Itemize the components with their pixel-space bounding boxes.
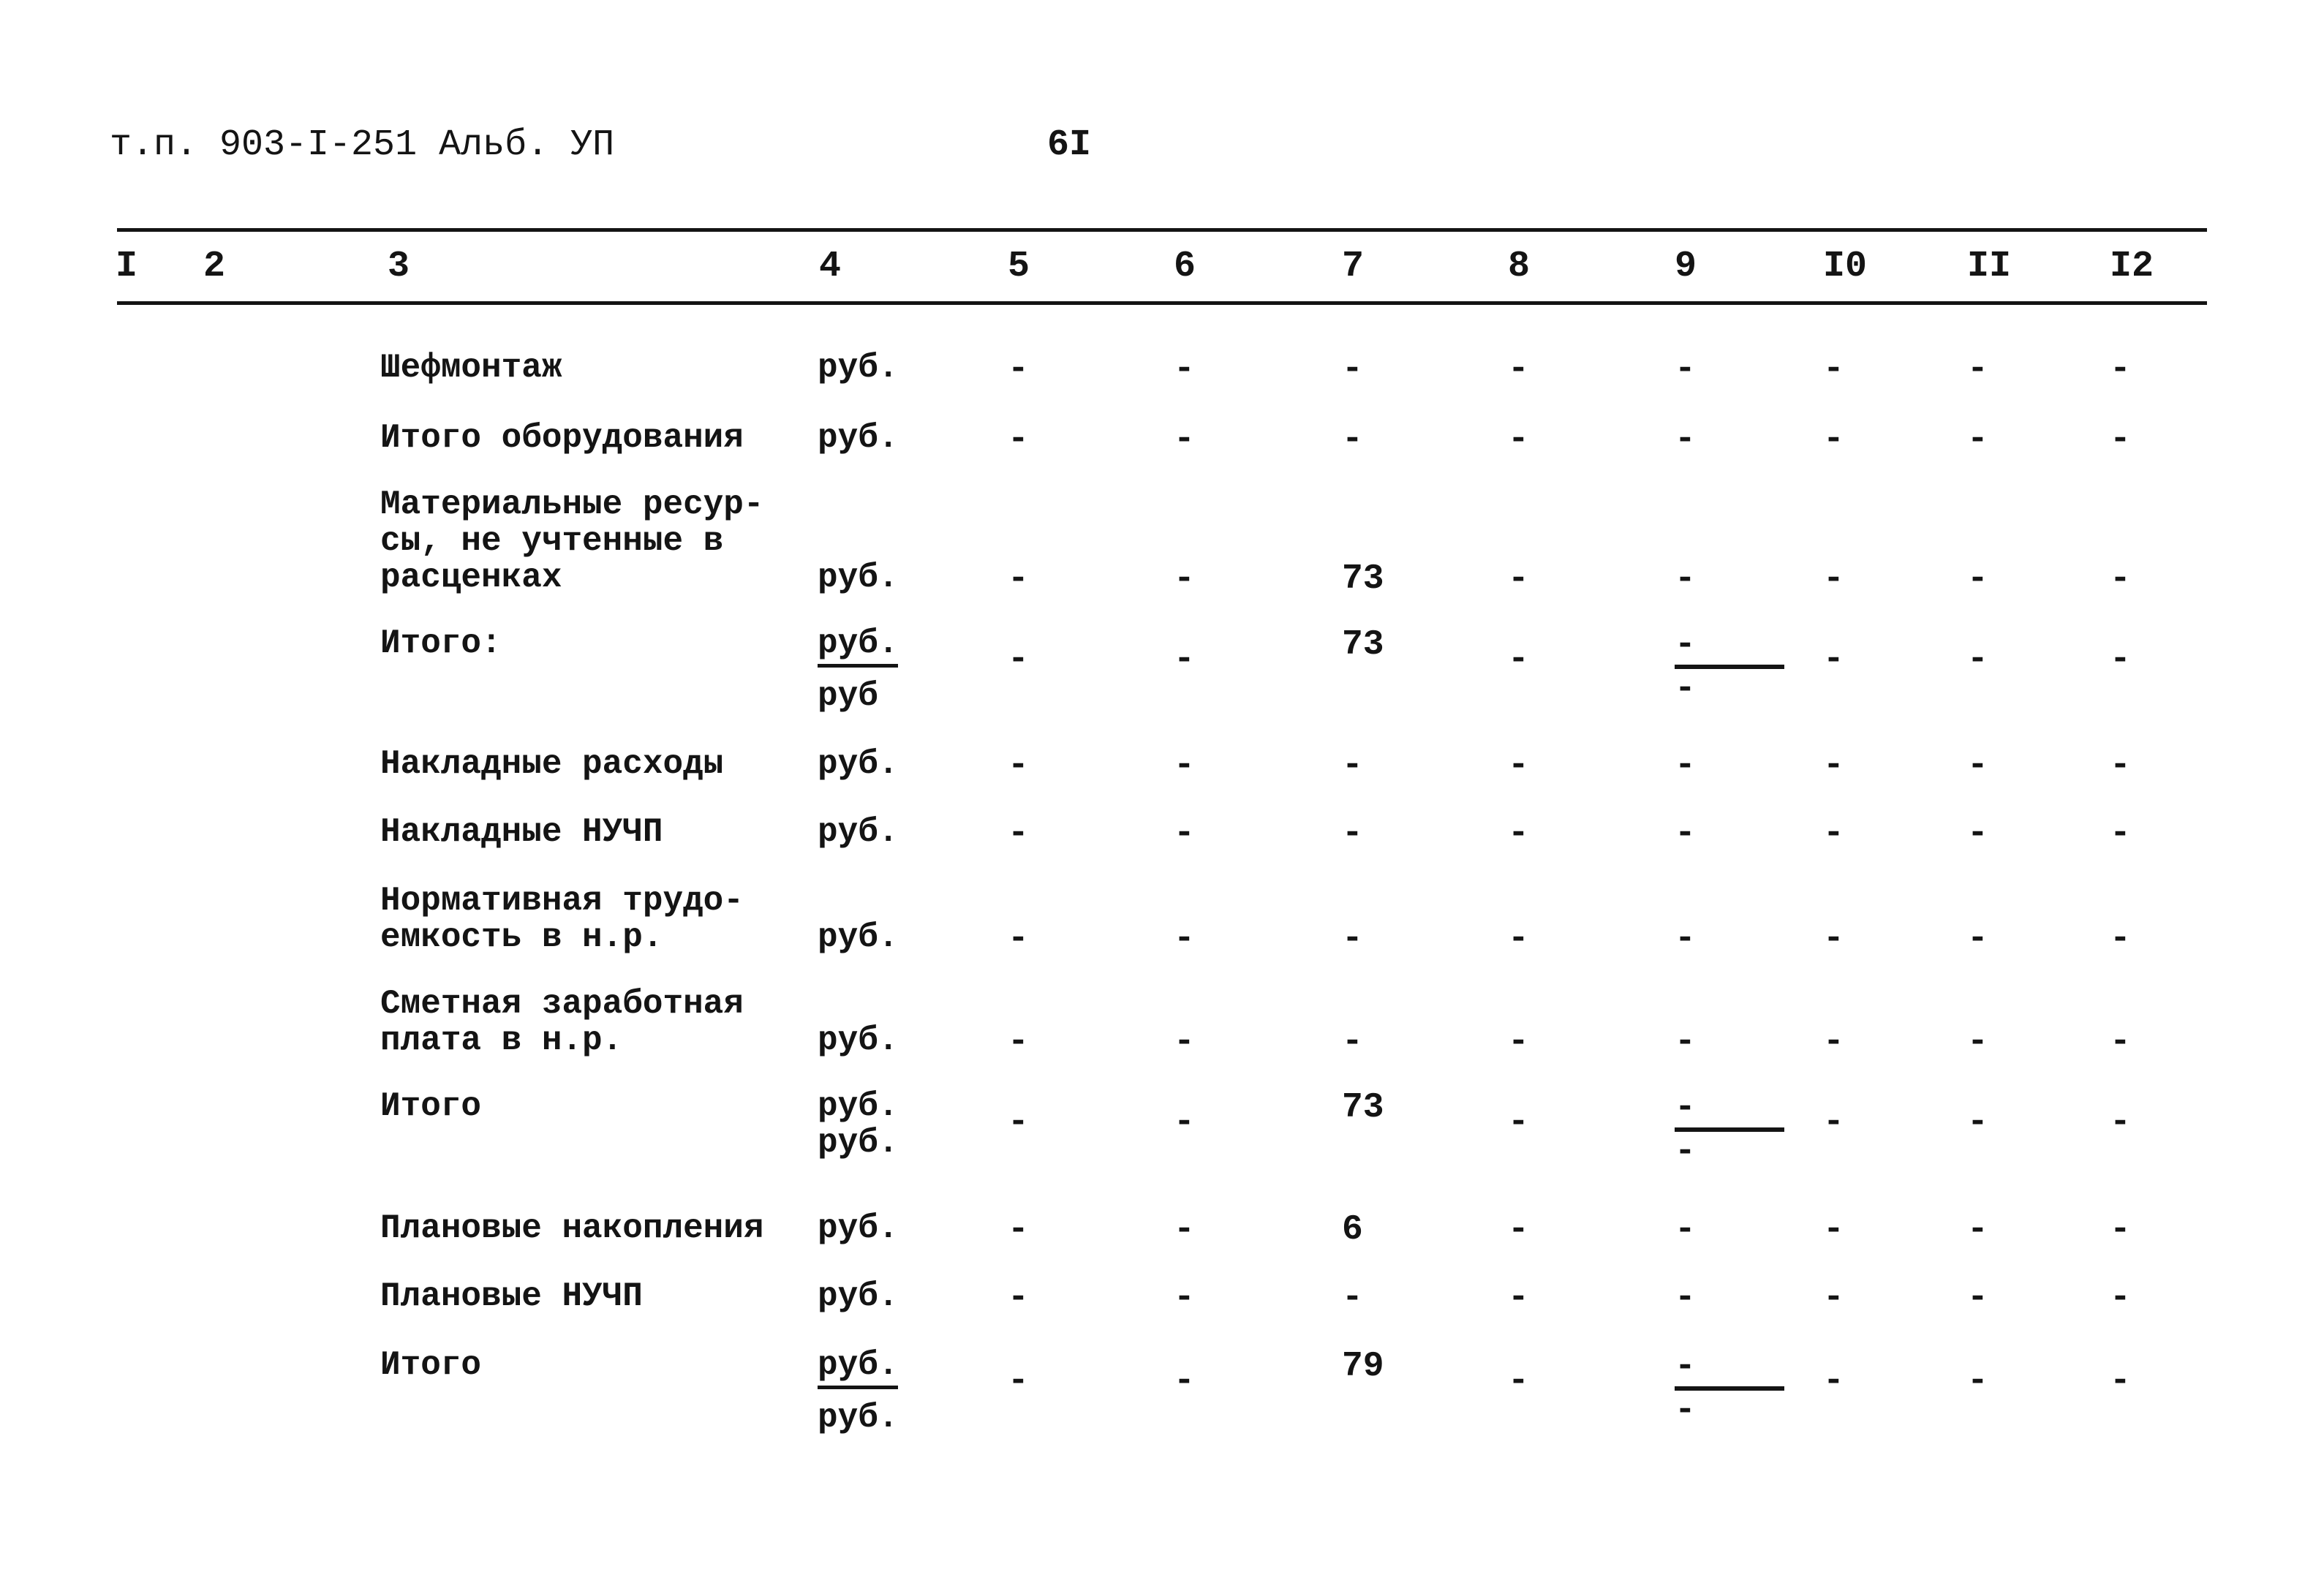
row-label: Итого — [380, 1087, 482, 1125]
row-label: Нормативная трудо- емкость в н.р. — [380, 882, 744, 956]
value-cell: - — [1967, 420, 1988, 459]
value-cell: 6 — [1342, 1210, 1363, 1250]
row-label: Итого — [380, 1346, 482, 1384]
row-label: Материальные ресур- сы, не учтенные в расценках — [380, 485, 764, 597]
column-number: I2 — [2110, 246, 2154, 287]
column-number: 5 — [1008, 246, 1030, 287]
value-cell: - — [1967, 1210, 1988, 1250]
value-cell: - — [1174, 420, 1195, 459]
value-cell: 73 — [1342, 1088, 1384, 1127]
unit-cell — [818, 1210, 898, 1247]
unit-cell — [818, 1022, 898, 1059]
row-label: Накладные расходы — [380, 745, 724, 783]
value-cell: - — [1508, 559, 1529, 599]
value-cell: - — [1508, 640, 1529, 679]
unit-text: руб. — [818, 349, 899, 387]
value-cell: - - — [1675, 1347, 1762, 1430]
value-cell: - — [1174, 746, 1195, 785]
value-cell: - — [1823, 420, 1844, 459]
unit-text: руб. — [818, 1209, 899, 1247]
value-cell: - — [1508, 919, 1529, 959]
value-cell: 73 — [1342, 559, 1384, 599]
unit-text: руб. — [818, 1346, 898, 1389]
value-cell: - — [1508, 1210, 1529, 1250]
unit-text: руб. — [818, 1021, 899, 1059]
value-cell: - — [1508, 349, 1529, 389]
value-cell: - — [1008, 1022, 1029, 1062]
value-cell: - — [1008, 559, 1029, 599]
value-cell: - — [2110, 349, 2131, 389]
column-number: 3 — [388, 246, 410, 287]
value-cell: - — [1508, 1103, 1529, 1142]
value-cell: - — [1174, 1210, 1195, 1250]
unit-cell — [818, 349, 898, 386]
value-cell: - — [1342, 420, 1363, 459]
column-number: I — [116, 246, 138, 287]
unit-text-denominator: руб. — [818, 1124, 899, 1162]
value-cell: - — [1342, 746, 1363, 785]
value-cell: - — [1508, 1361, 1529, 1401]
row-label: Плановые накопления — [380, 1209, 764, 1247]
value-cell: - — [1508, 814, 1529, 853]
value-cell: - — [1342, 1278, 1363, 1318]
value-cell: - — [1967, 349, 1988, 389]
unit-text: руб. — [818, 745, 899, 783]
value-cell: - — [1008, 1103, 1029, 1142]
value-cell: - — [1675, 1210, 1696, 1250]
value-cell: - — [2110, 1022, 2131, 1062]
unit-cell — [818, 559, 898, 596]
value-cell: - — [1967, 1022, 1988, 1062]
value-cell: - — [2110, 1278, 2131, 1318]
value-cell: - — [1823, 1278, 1844, 1318]
value-cell: - — [1823, 746, 1844, 785]
column-number: 2 — [203, 246, 226, 287]
value-cell: - — [1008, 1278, 1029, 1318]
value-cell: - — [2110, 1361, 2131, 1401]
value-cell: - — [1008, 640, 1029, 679]
value-cell: 79 — [1342, 1347, 1384, 1386]
value-cell: - — [1675, 814, 1696, 853]
value-cell: - — [1967, 814, 1988, 853]
unit-text: руб. — [818, 813, 899, 851]
value-cell: - — [1675, 559, 1696, 599]
value-cell: - — [1823, 349, 1844, 389]
value-cell: - — [1675, 1278, 1696, 1318]
value-cell: - — [1174, 349, 1195, 389]
value-cell: - — [1008, 1361, 1029, 1401]
value-cell: - — [1967, 746, 1988, 785]
column-number: 7 — [1342, 246, 1365, 287]
unit-text-denominator: руб — [818, 677, 878, 715]
value-cell: - — [1967, 1278, 1988, 1318]
value-cell: - — [1174, 640, 1195, 679]
value-cell: - — [1342, 349, 1363, 389]
value-cell: - — [2110, 559, 2131, 599]
value-cell: - — [2110, 1103, 2131, 1142]
value-cell: - — [1823, 814, 1844, 853]
value-cell: - — [1174, 1278, 1195, 1318]
value-cell: - — [1967, 559, 1988, 599]
value-cell: - — [1675, 349, 1696, 389]
unit-text: руб. — [818, 559, 899, 597]
value-cell: - — [1174, 1103, 1195, 1142]
value-cell: - — [1174, 1361, 1195, 1401]
unit-cell — [818, 1347, 898, 1436]
value-cell: - — [1008, 814, 1029, 853]
value-cell: - — [1508, 1022, 1529, 1062]
document-reference: т.п. 903-I-251 Альб. УП — [110, 124, 615, 166]
value-cell: - — [2110, 919, 2131, 959]
row-label: Накладные НУЧП — [380, 813, 663, 851]
row-label: Итого оборудования — [380, 419, 744, 457]
value-cell: - — [1008, 746, 1029, 785]
value-cell: - - — [1675, 625, 1762, 708]
value-cell: - — [1675, 420, 1696, 459]
value-cell: - — [1174, 559, 1195, 599]
page-number: 6I — [1047, 124, 1092, 166]
unit-text: руб. — [818, 419, 899, 457]
value-cell: - — [1174, 919, 1195, 959]
value-cell: - — [1675, 746, 1696, 785]
column-number: II — [1967, 246, 2012, 287]
column-number: 9 — [1675, 246, 1697, 287]
value-cell: - — [1967, 919, 1988, 959]
value-cell: - — [1823, 559, 1844, 599]
row-label: Плановые НУЧП — [380, 1277, 643, 1315]
value-cell: - — [1823, 640, 1844, 679]
value-cell: - - — [1675, 1088, 1762, 1171]
value-cell: - — [1342, 1022, 1363, 1062]
unit-cell — [818, 814, 898, 850]
column-number: 4 — [819, 246, 842, 287]
value-cell: - — [1174, 1022, 1195, 1062]
unit-cell — [818, 420, 898, 456]
value-cell: - — [1823, 919, 1844, 959]
value-cell: - — [1008, 919, 1029, 959]
unit-text-denominator: руб. — [818, 1399, 899, 1437]
value-cell: - — [1823, 1022, 1844, 1062]
value-cell: - — [2110, 746, 2131, 785]
column-number: 6 — [1174, 246, 1196, 287]
value-cell: - — [2110, 640, 2131, 679]
value-cell: - — [1823, 1103, 1844, 1142]
unit-text: руб. — [818, 1087, 899, 1125]
unit-text: руб. — [818, 1277, 899, 1315]
value-cell: - — [1008, 349, 1029, 389]
value-cell: - — [1508, 1278, 1529, 1318]
value-cell: - — [1967, 640, 1988, 679]
unit-cell — [818, 625, 898, 714]
value-cell: - — [1342, 814, 1363, 853]
value-cell: - — [1174, 814, 1195, 853]
unit-cell — [818, 919, 898, 956]
value-cell: - — [1675, 1022, 1696, 1062]
value-cell: - — [1967, 1103, 1988, 1142]
value-cell: - — [1508, 746, 1529, 785]
value-cell: - — [2110, 814, 2131, 853]
unit-text: руб. — [818, 624, 898, 668]
value-cell: - — [2110, 1210, 2131, 1250]
value-cell: 73 — [1342, 625, 1384, 665]
row-label: Сметная заработная плата в н.р. — [380, 985, 744, 1059]
unit-text: руб. — [818, 918, 899, 956]
row-label: Итого: — [380, 624, 502, 662]
value-cell: - — [2110, 420, 2131, 459]
value-cell: - — [1967, 1361, 1988, 1401]
value-cell: - — [1508, 420, 1529, 459]
value-cell: - — [1008, 1210, 1029, 1250]
unit-cell — [818, 1088, 898, 1161]
value-cell: - — [1675, 919, 1696, 959]
row-label: Шефмонтаж — [380, 349, 562, 387]
value-cell: - — [1823, 1361, 1844, 1401]
column-number: 8 — [1508, 246, 1531, 287]
value-cell: - — [1008, 420, 1029, 459]
column-number: I0 — [1823, 246, 1868, 287]
value-cell: - — [1823, 1210, 1844, 1250]
unit-cell — [818, 746, 898, 782]
unit-cell — [818, 1278, 898, 1315]
value-cell: - — [1342, 919, 1363, 959]
